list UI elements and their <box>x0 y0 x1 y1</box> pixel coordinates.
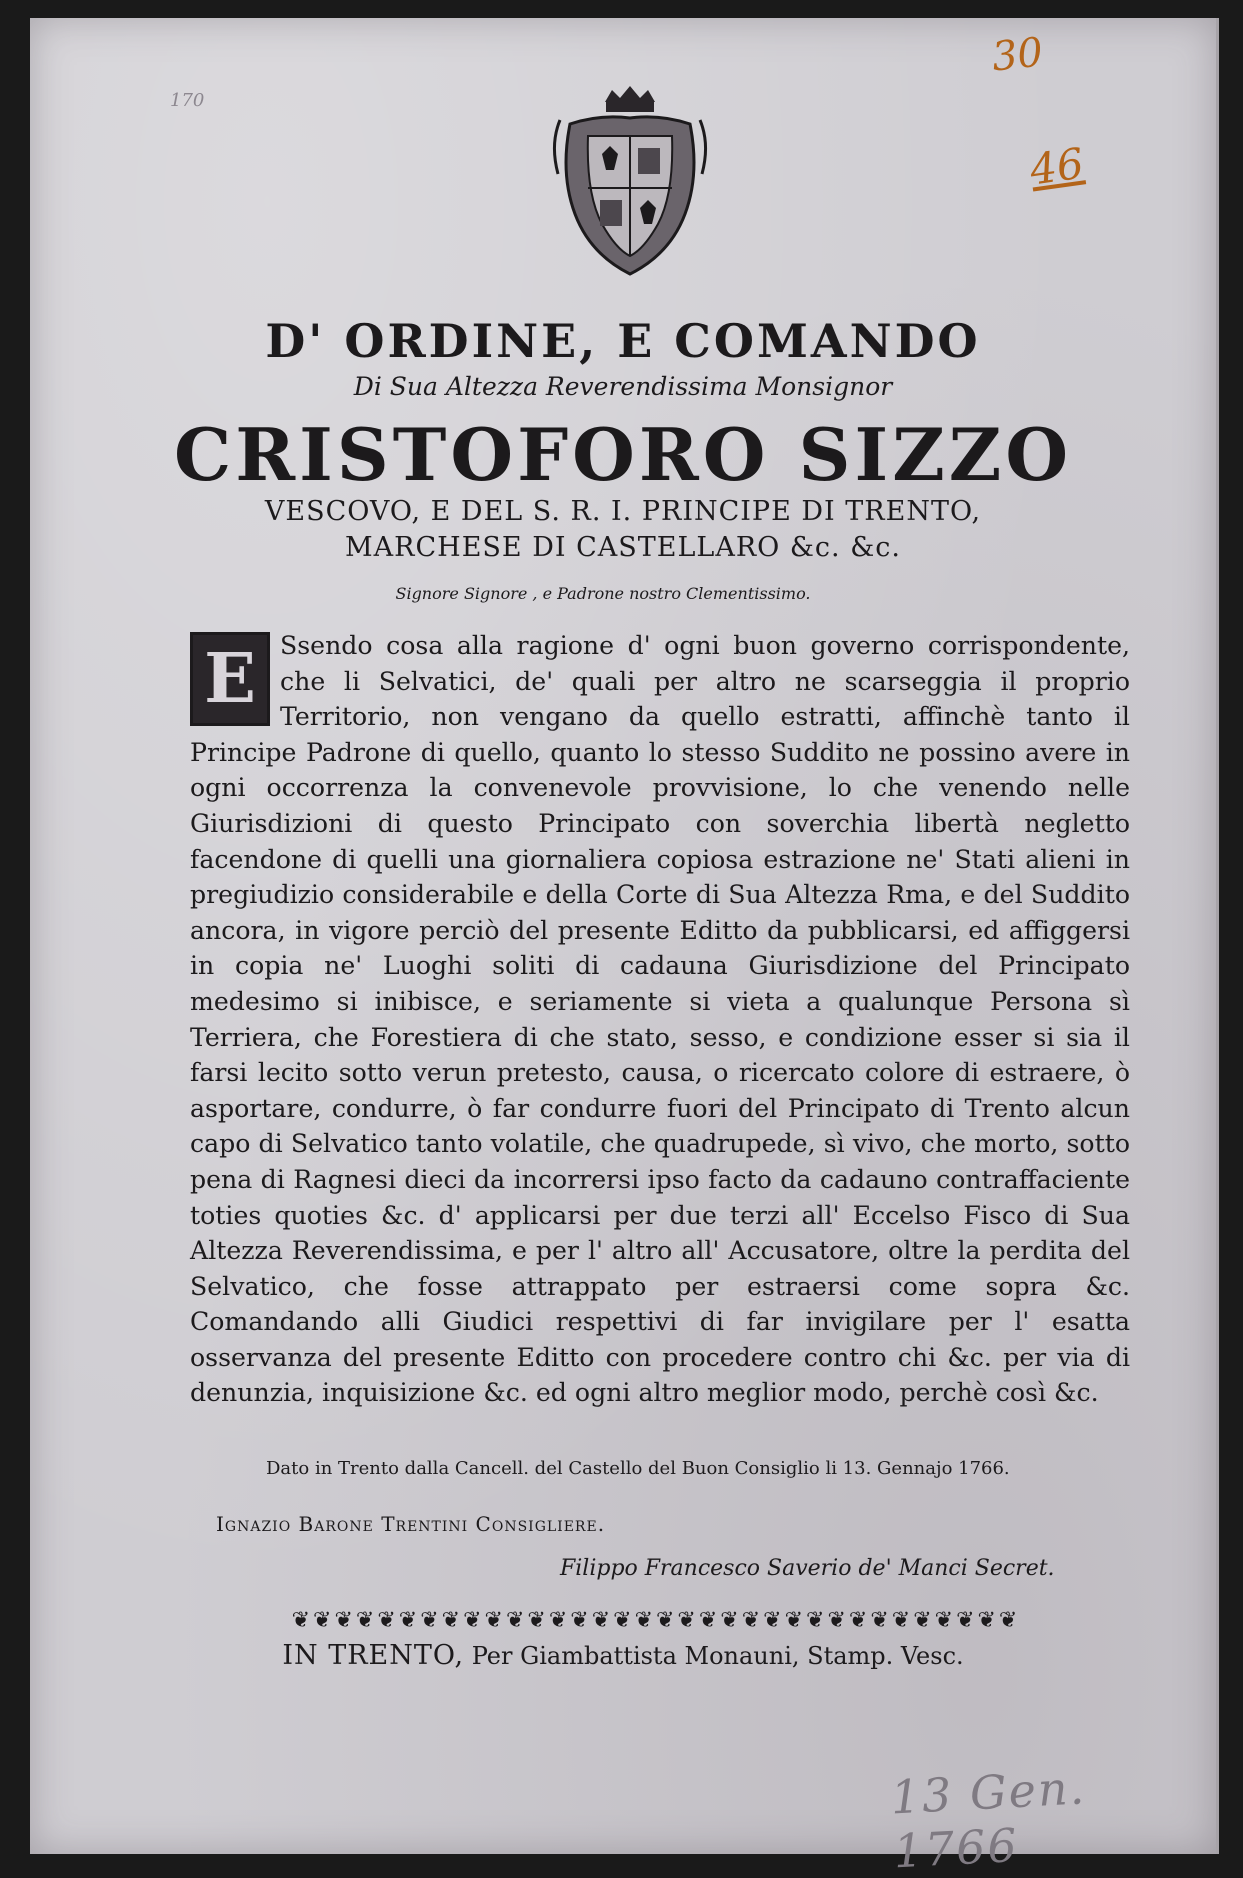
heading-line-6: Signore Signore , e Padrone nostro Clementissimo. <box>395 584 811 603</box>
pencil-note-top-left: 170 <box>170 90 205 111</box>
document-sheet <box>30 18 1219 1878</box>
printer-line <box>30 1640 1216 1671</box>
signature-filippo: Filippo Francesco Saverio de' Manci Secret. <box>560 1556 1055 1581</box>
handwritten-number-second: 46 <box>1026 138 1087 195</box>
heading-line-2: Di Sua Altezza Reverendissima Monsignor <box>353 372 893 401</box>
pencil-note-bottom-right: 13 Gen. 1766 <box>889 1760 1088 1878</box>
heading-name: CRISTOFORO SIZZO <box>173 412 1073 497</box>
edict-body <box>190 628 1130 1411</box>
handwritten-number-top: 30 <box>989 29 1046 81</box>
heading-line-4: VESCOVO, E DEL S. R. I. PRINCIPE DI TRENTO, <box>264 496 982 527</box>
signature-ignazio: Ignazio Barone Trentini Consigliere. <box>216 1512 606 1536</box>
edict-text: Ssendo cosa alla ragione d' ogni buon governo corrispondente, che li Selvatici, de' quali per altro ne scarseggia il proprio Territorio, non vengano da quello estratti, affinchè tanto il Principe Padrone di quello, quanto lo stesso Suddito ne possino avere in ogni occorrenza la convenevole provvisione, lo che venendo nelle Giurisdizioni di questo Principato con soverchia libertà negletto facendone di quelli una giornaliera copiosa estrazione ne' Stati alieni in pregiudizio considerabile e della Corte di Sua Altezza Rma, e del Suddito ancora, in vigore perciò del presente Editto da pubblicarsi, ed affiggersi in copia ne' Luoghi soliti di cadauna Giurisdizione del Principato medesimo si inibisce, e seriamente si vieta a qualunque Persona sì Terriera, che Forestiera di che stato, sesso, e condizione esser si sia il farsi lecito sotto verun pretesto, causa, o ricercato colore di estraere, ò asportare, condurre, ò far condurre fuori del Principato di Trento alcun capo di Selvatico tanto volatile, che quadrupede, sì vivo, che morto, sotto pena di Ragnesi dieci da incorrersi ipso facto da cadauno contraffaciente toties quoties &c. d' applicarsi per due terzi all' Eccelso Fisco di Sua Altezza Reverendissima, e per l' altro all' Accusatore, oltre la perdita del Selvatico, che fosse attrappato per estraersi come sopra &c. Comandando alli Giudici respettivi di far invigilare per l' esatta osservanza del presente Editto con procedere contro chi &c. per via di denunzia, inquisizione &c. ed ogni altro meglior modo, perchè così &c. <box>190 631 1130 1408</box>
heading-line-1: D' ORDINE, E COMANDO <box>265 314 981 368</box>
coat-of-arms-icon <box>550 84 710 284</box>
printer-city: IN TRENTO, <box>282 1640 465 1671</box>
heading-line-5: MARCHESE DI CASTELLARO &c. &c. <box>345 532 901 563</box>
date-line: Dato in Trento dalla Cancell. del Castello del Buon Consiglio li 13. Gennajo 1766. <box>266 1458 1010 1479</box>
ornament-divider: ❦❦❦❦❦❦❦❦❦❦❦❦❦❦❦❦❦❦❦❦❦❦❦❦❦❦❦❦❦❦❦❦❦❦ <box>291 1608 1021 1628</box>
decorated-initial: E <box>190 632 270 726</box>
printer-name: Per Giambattista Monauni, Stamp. Vesc. <box>471 1642 964 1670</box>
